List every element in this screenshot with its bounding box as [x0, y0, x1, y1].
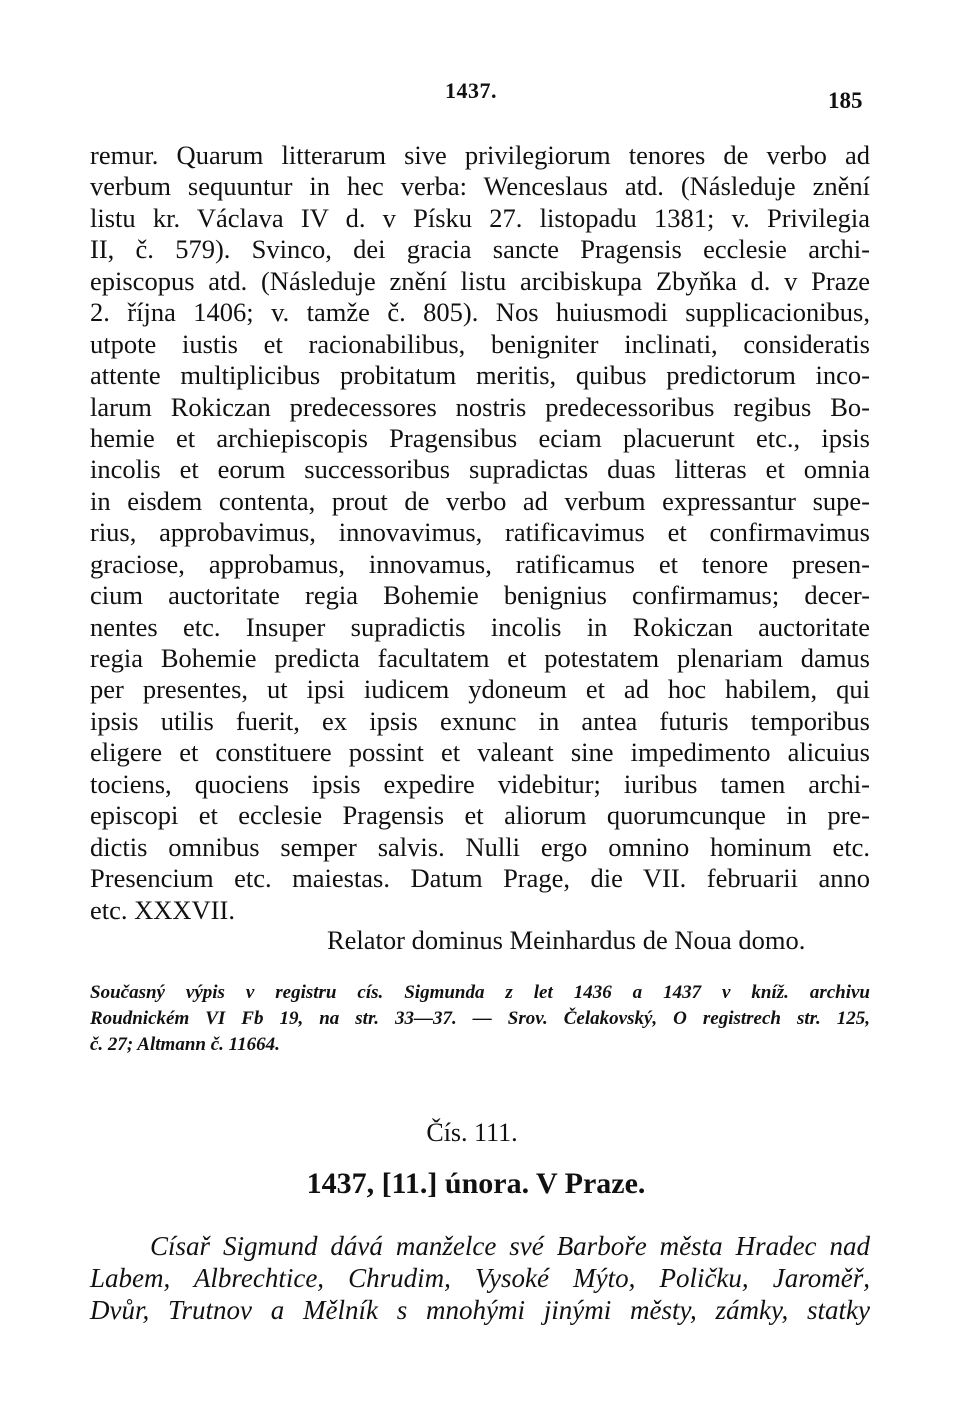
text-line: nentes etc. Insuper supradictis incolis in Rokiczan auctoritate	[90, 611, 870, 642]
text-line: Presencium etc. maiestas. Datum Prage, die VII. februarii anno	[90, 863, 870, 894]
charter-text	[90, 140, 870, 926]
text-line: ipsis utilis fuerit, ex ipsis exnunc in antea futuris temporibus	[90, 705, 870, 736]
text-line: attente multiplicibus probitatum meritis, quibus predictorum inco-	[90, 360, 870, 391]
text-line: per presentes, ut ipsi iudicem ydoneum et ad hoc habilem, qui	[90, 674, 870, 705]
source-note-line: Současný výpis v registru cís. Sigmunda z let 1436 a 1437 v kníž. archivu	[90, 982, 870, 1003]
text-line: etc. XXXVII.	[90, 894, 235, 925]
page-number: 185	[828, 88, 863, 113]
text-line: larum Rokiczan predecessores nostris predecessoribus regibus Bo-	[90, 391, 870, 422]
text-line: regia Bohemie predicta facultatem et potestatem plenariam damus	[90, 643, 870, 673]
text-line: episcopi et ecclesie Pragensis et aliorum quorumcunque in pre-	[90, 800, 870, 831]
document-regest	[90, 1230, 870, 1326]
text-line: hemie et archiepiscopis Pragensibus eciam placuerunt etc., ipsis	[90, 422, 870, 453]
text-line: tociens, quociens ipsis expedire videbitur; iuribus tamen archi-	[90, 768, 870, 799]
regest-line: Labem, Albrechtice, Chrudim, Vysoké Mýto, Poličku, Jaroměř,	[90, 1263, 870, 1293]
relator-line: Relator dominus Meinhardus de Noua domo.	[327, 925, 806, 955]
document-date-place	[0, 1167, 960, 1201]
text-line: listu kr. Václava IV d. v Písku 27. listopadu 1381; v. Privilegia	[90, 202, 870, 233]
text-line: rius, approbavimus, innovavimus, ratificavimus et confirmavimus	[90, 517, 870, 548]
text-line: incolis et eorum successoribus supradictas duas litteras et omnia	[90, 454, 870, 485]
text-line: utpote iustis et racionabilibus, benigniter inclinati, consideratis	[90, 328, 870, 359]
document-date-text: 1437, [11.] února. V Praze.	[306, 1167, 646, 1200]
text-line: cium auctoritate regia Bohemie benignius confirmamus; decer-	[90, 580, 870, 611]
text-line: eligere et constituere possint et valeant sine impedimento alicuius	[90, 737, 870, 768]
text-line: remur. Quarum litterarum sive privilegiorum tenores de verbo ad	[90, 140, 870, 170]
source-note-line: č. 27; Altmann č. 11664.	[90, 1034, 280, 1055]
source-note-line: Roudnickém VI Fb 19, na str. 33—37. — Srov. Čelakovský, O registrech str. 125,	[90, 1008, 870, 1029]
document-number	[0, 1118, 960, 1148]
regest-line: Císař Sigmund dává manželce své Barboře města Hradec nad	[150, 1231, 870, 1261]
regest-line: Dvůr, Trutnov a Mělník s mnohými jinými městy, zámky, statky	[90, 1295, 870, 1325]
text-line: in eisdem contenta, prout de verbo ad verbum expressantur supe-	[90, 485, 870, 516]
text-line: dictis omnibus semper salvis. Nulli ergo omnino hominum etc.	[90, 831, 870, 862]
running-head-year: 1437.	[445, 78, 497, 103]
text-line: verbum sequuntur in hec verba: Wenceslaus atd. (Následuje znění	[90, 171, 870, 202]
text-line: episcopus atd. (Následuje znění listu arcibiskupa Zbyňka d. v Praze	[90, 265, 870, 296]
source-note	[90, 980, 870, 1058]
text-line: II, č. 579). Svinco, dei gracia sancte Pragensis ecclesie archi-	[90, 234, 870, 265]
text-line: 2. října 1406; v. tamže č. 805). Nos huiusmodi supplicacionibus,	[90, 297, 870, 328]
text-line: graciose, approbamus, innovamus, ratificamus et tenore presen-	[90, 548, 870, 579]
document-number-text: Čís. 111.	[426, 1118, 518, 1147]
